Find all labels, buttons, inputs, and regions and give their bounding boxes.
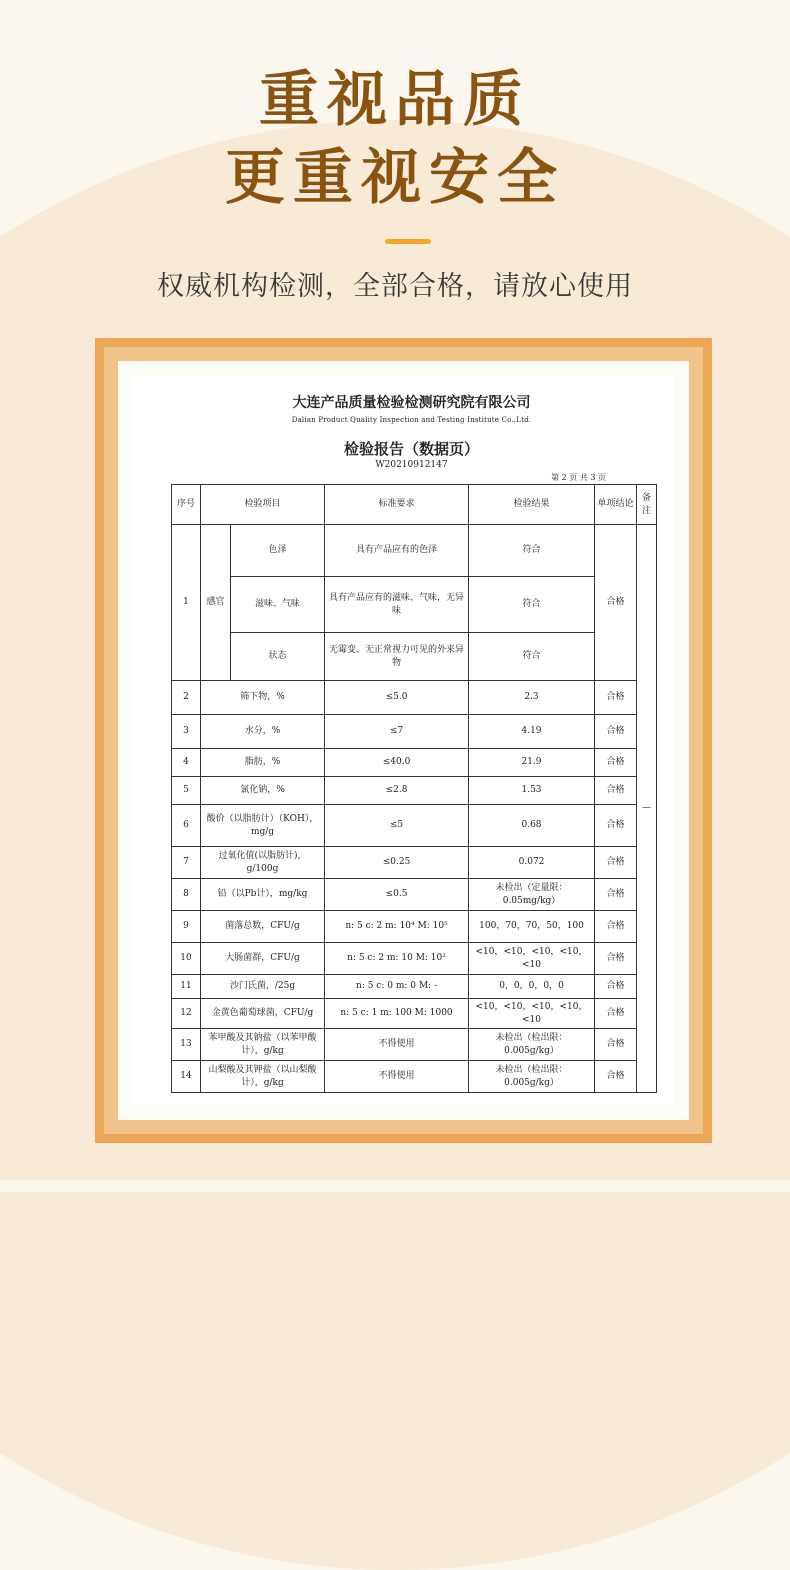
cell-result: 未检出（检出限：0.005g/kg） xyxy=(469,1029,595,1061)
table-header-row xyxy=(172,485,657,525)
cell-standard: n: 5 c: 1 m: 100 M: 1000 xyxy=(325,999,469,1029)
cell-seq: 12 xyxy=(172,999,201,1029)
cell-item: 水分，% xyxy=(201,715,325,749)
cell-conclusion: 合格 xyxy=(595,749,637,777)
cell-conclusion: 合格 xyxy=(595,1029,637,1061)
cell-standard: n: 5 c: 2 m: 10⁴ M: 10⁵ xyxy=(325,911,469,943)
cell-conclusion: 合格 xyxy=(595,943,637,975)
cell-conclusion: 合格 xyxy=(595,999,637,1029)
cell-seq: 13 xyxy=(172,1029,201,1061)
cell-item: 酸价（以脂肪计）（KOH），mg/g xyxy=(201,805,325,847)
cell-seq: 14 xyxy=(172,1061,201,1093)
cell-standard: 具有产品应有的滋味、气味，无异味 xyxy=(325,577,469,633)
cell-standard: 不得使用 xyxy=(325,1029,469,1061)
frame-inner-border xyxy=(118,361,689,1120)
institute-name-cn: 大连产品质量检验检测研究院有限公司 xyxy=(292,395,531,411)
report-number: W20210912147 xyxy=(375,460,448,470)
accent-divider xyxy=(385,239,431,244)
table-row xyxy=(172,943,657,975)
table-row xyxy=(172,999,657,1029)
cell-conclusion: 合格 xyxy=(595,715,637,749)
header-seq: 序号 xyxy=(172,485,201,525)
cell-item: 山梨酸及其钾盐（以山梨酸计），g/kg xyxy=(201,1061,325,1093)
header-conclusion: 单项结论 xyxy=(595,485,637,525)
table-row xyxy=(172,847,657,879)
cell-standard: ≤40.0 xyxy=(325,749,469,777)
report-title: 检验报告（数据页） xyxy=(343,440,479,458)
cell-category: 感官 xyxy=(201,525,231,681)
cell-result: <10，<10，<10，<10，<10 xyxy=(469,999,595,1029)
cell-result: 4.19 xyxy=(469,715,595,749)
report-table xyxy=(171,484,657,1093)
cell-result: 21.9 xyxy=(469,749,595,777)
cell-standard: ≤5.0 xyxy=(325,681,469,715)
cell-result: 符合 xyxy=(469,525,595,577)
cell-conclusion: 合格 xyxy=(595,805,637,847)
cell-conclusion: 合格 xyxy=(595,911,637,943)
cell-result: 0，0，0，0，0 xyxy=(469,975,595,999)
cell-conclusion: 合格 xyxy=(595,525,637,681)
cell-seq: 2 xyxy=(172,681,201,715)
cell-seq: 4 xyxy=(172,749,201,777)
table-row-sensory-1 xyxy=(172,525,657,577)
cell-conclusion: 合格 xyxy=(595,681,637,715)
cell-standard: ≤2.8 xyxy=(325,777,469,805)
cell-result: 0.68 xyxy=(469,805,595,847)
cell-seq: 1 xyxy=(172,525,201,681)
cell-result: 符合 xyxy=(469,577,595,633)
headline-quality: 重视品质 xyxy=(259,65,531,135)
table-row xyxy=(172,879,657,911)
table-row xyxy=(172,1029,657,1061)
table-row xyxy=(172,715,657,749)
cell-conclusion: 合格 xyxy=(595,777,637,805)
cell-standard: ≤5 xyxy=(325,805,469,847)
cell-seq: 3 xyxy=(172,715,201,749)
cell-seq: 11 xyxy=(172,975,201,999)
cell-conclusion: 合格 xyxy=(595,879,637,911)
certificate-frame xyxy=(95,338,712,1143)
table-row-sensory-3 xyxy=(172,633,657,681)
cell-seq: 9 xyxy=(172,911,201,943)
frame-mat xyxy=(104,347,703,1134)
cell-item: 状态 xyxy=(231,633,325,681)
header-standard: 标准要求 xyxy=(325,485,469,525)
header-item: 检验项目 xyxy=(201,485,325,525)
cell-standard: n: 5 c: 2 m: 10 M: 10² xyxy=(325,943,469,975)
cell-seq: 10 xyxy=(172,943,201,975)
cell-item: 大肠菌群，CFU/g xyxy=(201,943,325,975)
background-bottom-strip xyxy=(0,1180,790,1192)
cell-result: 100，70，70，50，100 xyxy=(469,911,595,943)
table-row xyxy=(172,805,657,847)
cell-result: 1.53 xyxy=(469,777,595,805)
cell-seq: 6 xyxy=(172,805,201,847)
cell-seq: 7 xyxy=(172,847,201,879)
cell-item: 菌落总数，CFU/g xyxy=(201,911,325,943)
cell-result: <10，<10，<10，<10，<10 xyxy=(469,943,595,975)
cell-seq: 5 xyxy=(172,777,201,805)
table-row xyxy=(172,1061,657,1093)
cell-item: 氯化钠，% xyxy=(201,777,325,805)
table-row xyxy=(172,681,657,715)
cell-item: 滋味、气味 xyxy=(231,577,325,633)
cell-conclusion: 合格 xyxy=(595,1061,637,1093)
table-row xyxy=(172,749,657,777)
header-result: 检验结果 xyxy=(469,485,595,525)
cell-conclusion: 合格 xyxy=(595,975,637,999)
cell-item: 筛下物，% xyxy=(201,681,325,715)
table-row xyxy=(172,911,657,943)
header-remark: 备注 xyxy=(637,485,657,525)
cell-seq: 8 xyxy=(172,879,201,911)
cell-standard: 无霉变、无正常视力可见的外来异物 xyxy=(325,633,469,681)
cell-standard: ≤7 xyxy=(325,715,469,749)
cell-standard: ≤0.25 xyxy=(325,847,469,879)
table-row xyxy=(172,975,657,999)
cell-standard: n: 5 c: 0 m: 0 M: - xyxy=(325,975,469,999)
cell-item: 苯甲酸及其钠盐（以苯甲酸计），g/kg xyxy=(201,1029,325,1061)
cell-result: 未检出（定量限：0.05mg/kg） xyxy=(469,879,595,911)
cell-result: 0.072 xyxy=(469,847,595,879)
institute-name-en: Dalian Product Quality Inspection and Testing Institute Co.,Ltd. xyxy=(291,416,532,424)
page-indicator: 第 2 页 共 3 页 xyxy=(551,473,606,482)
cell-item: 过氧化值(以脂肪计)，g/100g xyxy=(201,847,325,879)
inspection-report-page xyxy=(133,376,674,1105)
cell-item: 金黄色葡萄球菌，CFU/g xyxy=(201,999,325,1029)
cell-result: 符合 xyxy=(469,633,595,681)
cell-item: 沙门氏菌，/25g xyxy=(201,975,325,999)
table-row xyxy=(172,777,657,805)
cell-standard: ≤0.5 xyxy=(325,879,469,911)
cell-remark: — xyxy=(637,525,657,1093)
cell-standard: 具有产品应有的色泽 xyxy=(325,525,469,577)
cell-item: 色泽 xyxy=(231,525,325,577)
table-row-sensory-2 xyxy=(172,577,657,633)
cell-item: 铅（以Pb计），mg/kg xyxy=(201,879,325,911)
cell-item: 脂肪，% xyxy=(201,749,325,777)
cell-conclusion: 合格 xyxy=(595,847,637,879)
poster-subtitle: 权威机构检测，全部合格，请放心使用 xyxy=(157,271,633,302)
headline-safety: 更重视安全 xyxy=(225,143,565,213)
cell-result: 2.3 xyxy=(469,681,595,715)
cell-standard: 不得使用 xyxy=(325,1061,469,1093)
cell-result: 未检出（检出限：0.005g/kg） xyxy=(469,1061,595,1093)
